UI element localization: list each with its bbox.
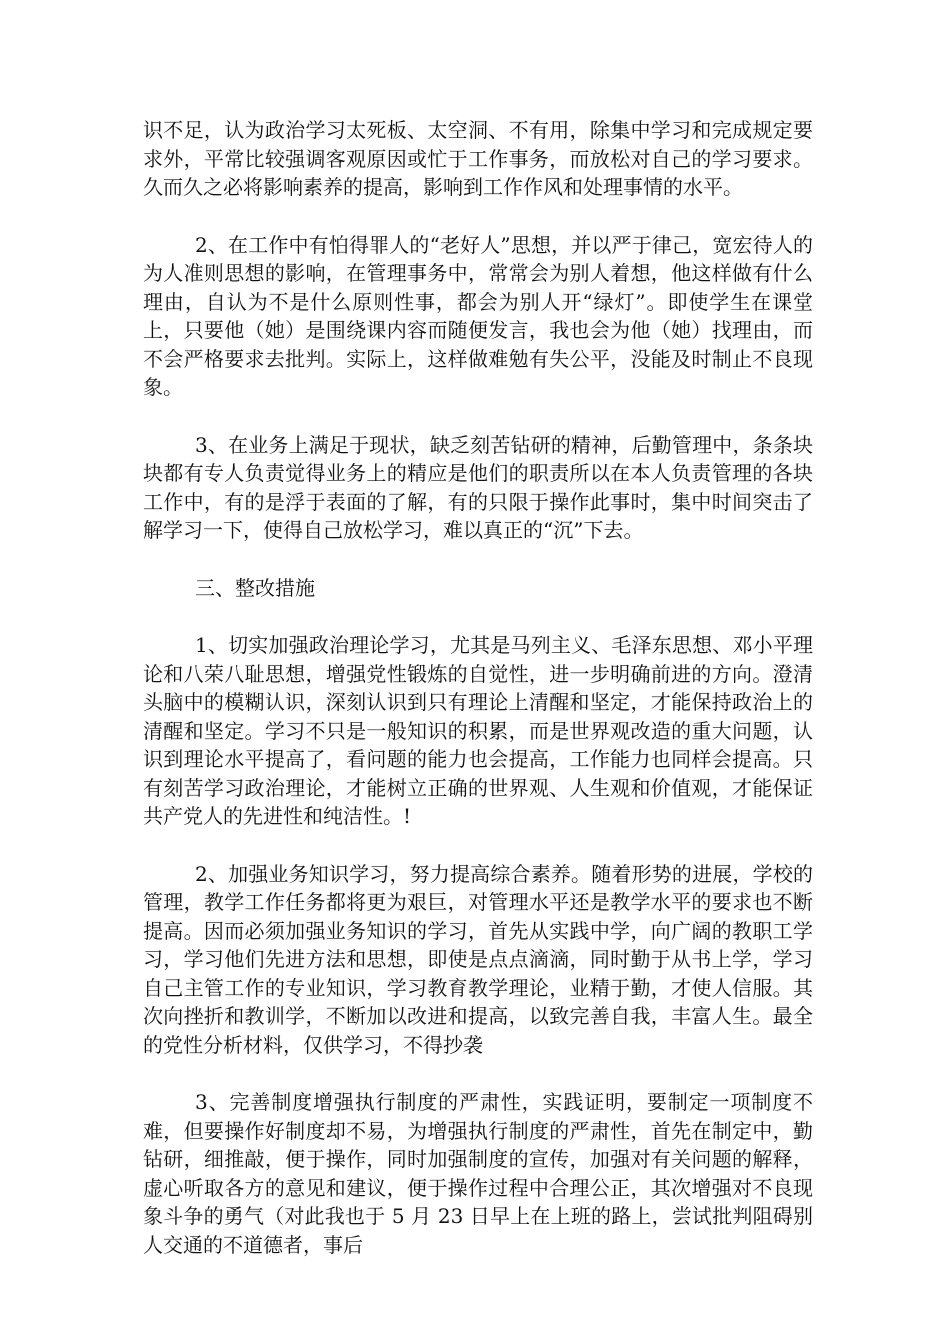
paragraph-gap [143,602,813,631]
paragraph-measure-3: 3、完善制度增强执行制度的严肃性，实践证明，要制定一项制度不难，但要操作好制度却不易，为增强执行制度的严肃性，首先在制定中，勤钻研，细推敲，便于操作，同时加强制度的宣传，加强对有关问题的解释，虚心听取各方的意见和建议，便于操作过程中合理公正，其次增强对不良现象斗争的勇气（对此我也于 5 月 23 日早上在上班的路上，尝试批判阻碍别人交通的不道德者，事后 [143,1090,813,1257]
document-body [143,116,813,1259]
paragraph-continuation: 识不足，认为政治学习太死板、太空洞、不有用，除集中学习和完成规定要求外，平常比较强调客观原因或忙于工作事务，而放松对自己的学习要求。久而久之必将影响素养的提高，影响到工作作风和处理事情的水平。 [143,118,813,199]
paragraph-item-3: 3、在业务上满足于现状，缺乏刻苦钻研的精神，后勤管理中，条条块块都有专人负责觉得业务上的精应是他们的职责所以在本人负责管理的各块工作中，有的是浮于表面的了解，有的只限于操作此事时，集中时间突击了解学习一下，使得自己放松学习，难以真正的“沉”下去。 [143,432,813,542]
paragraph-gap [143,402,813,431]
paragraph-item-2: 2、在工作中有怕得罪人的“老好人”思想，并以严于律己，宽宏待人的为人准则思想的影响，在管理事务中，常常会为别人着想，他这样做有什么理由，自认为不是什么原则性事，都会为别人开“绿灯”。即使学生在课堂上，只要他（她）是围绕课内容而随便发言，我也会为他（她）找理由，而不会严格要求去批判。实际上，这样做难勉有失公平，没能及时制止不良现象。 [143,232,813,399]
paragraph-gap [143,1059,813,1088]
paragraph-gap [143,202,813,231]
paragraph-measure-2: 2、加强业务知识学习，努力提高综合素养。随着形势的进展，学校的管理，教学工作任务都将更为艰巨，对管理水平还是教学水平的要求也不断提高。因而必须加强业务知识的学习，首先从实践中学，向广阔的教职工学习，学习他们先进方法和思想，即使是点点滴滴，同时勤于从书上学，学习自己主管工作的专业知识，学习教育教学理论，业精于勤，才使人信服。其次向挫折和教训学，不断加以改进和提高，以致完善自我，丰富人生。最全的党性分析材料，仅供学习，不得抄袭 [143,861,813,1057]
paragraph-gap [143,545,813,574]
section-heading-rectification: 三、整改措施 [195,575,315,600]
paragraph-gap [143,831,813,860]
paragraph-measure-1: 1、切实加强政治理论学习，尤其是马列主义、毛泽东思想、邓小平理论和八荣八耻思想，增强党性锻炼的自觉性，进一步明确前进的方向。澄清头脑中的模糊认识，深刻认识到只有理论上清醒和坚定，才能保持政治上的清醒和坚定。学习不只是一般知识的积累，而是世界观改造的重大问题，认识到理论水平提高了，看问题的能力也会提高，工作能力也同样会提高。只有刻苦学习政治理论，才能树立正确的世界观、人生观和价值观，才能保证共产党人的先进性和纯洁性。! [143,633,813,828]
